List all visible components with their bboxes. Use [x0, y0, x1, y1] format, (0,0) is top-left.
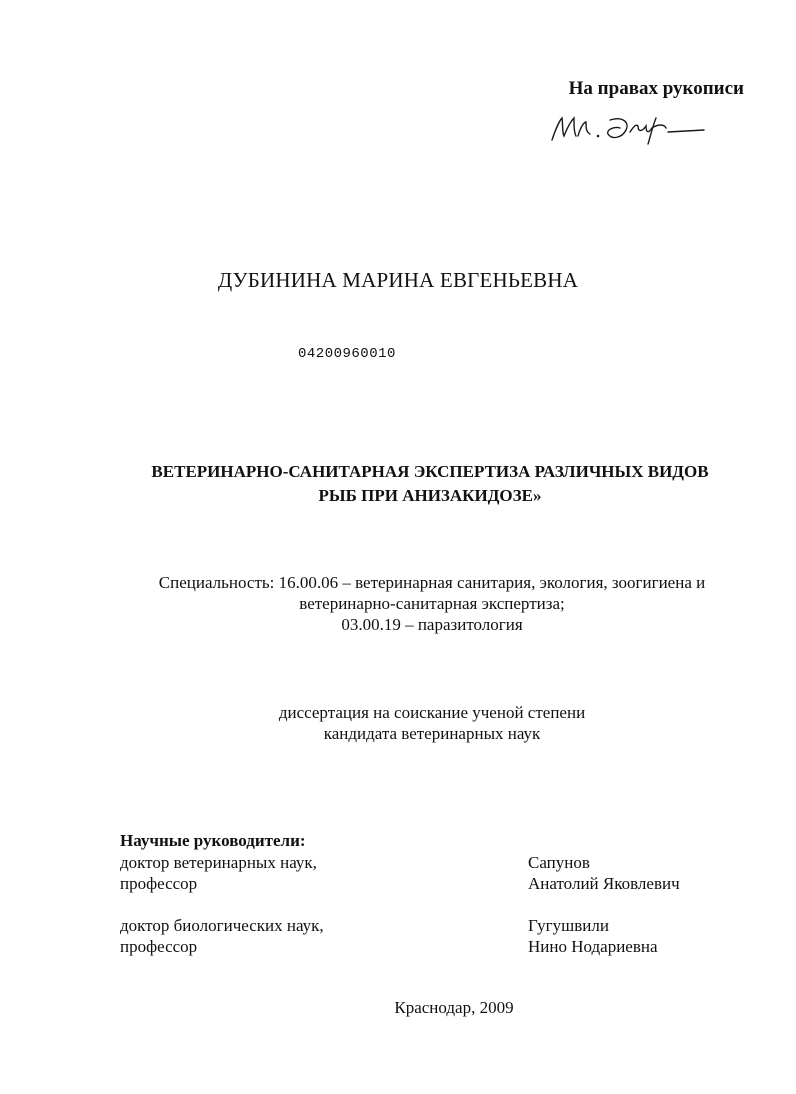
supervisor-2-given-names: Нино Нодариевна — [528, 937, 658, 956]
supervisor-2-degree: доктор биологических наук, — [120, 916, 324, 935]
degree-line-1: диссертация на соискание ученой степени — [278, 703, 586, 722]
registration-code: 04200960010 — [298, 346, 396, 362]
supervisor-1-surname: Сапунов — [528, 853, 590, 872]
specialty-line-3: 03.00.19 – паразитология — [341, 615, 523, 634]
supervisor-1-credentials — [120, 852, 317, 894]
supervisor-2-rank: профессор — [120, 937, 198, 956]
supervisor-1-rank: профессор — [120, 874, 198, 893]
supervisor-2-credentials — [120, 915, 324, 957]
handwritten-signature — [548, 110, 708, 146]
city-year: Краснодар, 2009 — [394, 998, 514, 1017]
supervisor-1-name — [528, 852, 680, 894]
supervisors-heading: Научные руководители: — [120, 831, 306, 850]
author-name: ДУБИНИНА МАРИНА ЕВГЕНЬЕВНА — [217, 268, 579, 292]
rights-note: На правах рукописи — [568, 78, 744, 99]
supervisor-2-surname: Гугушвили — [528, 916, 609, 935]
degree-line-2: кандидата ветеринарных наук — [323, 724, 541, 743]
degree-block — [0, 702, 796, 744]
specialty-line-2: ветеринарно-санитарная экспертиза; — [299, 594, 565, 613]
supervisor-1-degree: доктор ветеринарных наук, — [120, 853, 317, 872]
title-line-2: РЫБ ПРИ АНИЗАКИДОЗЕ» — [318, 486, 542, 505]
supervisor-2-name — [528, 915, 658, 957]
dissertation-title — [100, 460, 760, 508]
specialty-block — [0, 572, 796, 635]
specialty-line-1: Специальность: 16.00.06 – ветеринарная санитария, экология, зоогигиена и — [158, 573, 706, 592]
supervisor-1-given-names: Анатолий Яковлевич — [528, 874, 680, 893]
title-line-1: ВЕТЕРИНАРНО-САНИТАРНАЯ ЭКСПЕРТИЗА РАЗЛИЧНЫХ ВИДОВ — [151, 462, 709, 481]
